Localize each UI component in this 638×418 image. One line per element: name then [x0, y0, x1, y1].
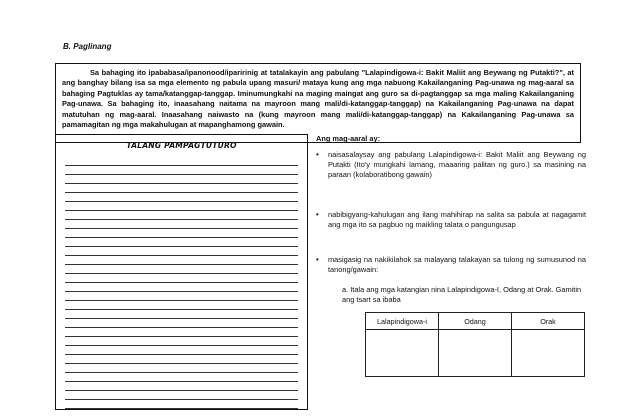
writing-line — [65, 292, 298, 301]
writing-lines — [65, 157, 298, 409]
writing-line — [65, 220, 298, 229]
writing-line — [65, 328, 298, 337]
writing-line — [65, 391, 298, 400]
teaching-notes-title: TALANG PAMPAGTUTURO — [126, 141, 237, 150]
writing-line — [65, 274, 298, 283]
intro-box — [55, 63, 581, 143]
chart-cell[interactable] — [366, 330, 439, 377]
writing-line — [65, 265, 298, 274]
bullet-icon: • — [316, 210, 319, 219]
writing-line — [65, 247, 298, 256]
teaching-notes-box — [55, 134, 308, 410]
section-title: B. Paglinang — [63, 42, 112, 51]
writing-line — [65, 319, 298, 328]
sub-item: a. Itala ang mga katangian nina Lalapindigowa-I, Odang at Orak. Gamitin ang tsart sa ibaba — [342, 285, 582, 304]
chart-header: Orak — [512, 313, 585, 330]
objective-item — [316, 150, 586, 180]
writing-line — [65, 193, 298, 202]
writing-line — [65, 157, 298, 166]
writing-line — [65, 202, 298, 211]
chart-cell[interactable] — [512, 330, 585, 377]
writing-line — [65, 238, 298, 247]
writing-line — [65, 382, 298, 391]
writing-line — [65, 283, 298, 292]
writing-line — [65, 184, 298, 193]
objective-text: nabibigyang-kahulugan ang ilang mahihirap na salita sa pabula at nagagamit ang mga ito sa pagbuo ng maikling talata o pangungusap — [328, 210, 586, 229]
writing-line — [65, 166, 298, 175]
writing-line — [65, 310, 298, 319]
chart-header: Odang — [439, 313, 512, 330]
objective-item — [316, 255, 586, 275]
writing-line — [65, 355, 298, 364]
writing-line — [65, 211, 298, 220]
objective-text: naisasalaysay ang pabulang Lalapindigowa-i: Bakit Maliit ang Beywang ng Putakti (Ito'y mungkahi lamang, maaaring palitan ng guro.) sa masining na paraan (kolaboratibong gawain) — [328, 150, 586, 179]
writing-line — [65, 337, 298, 346]
writing-line — [65, 373, 298, 382]
writing-line — [65, 364, 298, 373]
character-chart — [365, 312, 585, 377]
writing-line — [65, 256, 298, 265]
writing-line — [65, 229, 298, 238]
writing-line — [65, 346, 298, 355]
bullet-icon: • — [316, 150, 319, 159]
objectives-heading: Ang mag-aaral ay: — [316, 134, 381, 143]
intro-text: Sa bahaging ito ipababasa/ipanonood/iparirinig at tatalakayin ang pabulang "Lalapindigowa-i: Bakit Maliit ang Beywang ng Putakti?", at ang banghay bilang isa sa mga elemento ng pabula upang masuri/ mataya kung ang mga nabuong Kakailanganing Pag-unawa ng mag-aaral sa bahaging Pagtuklas ay tama/katanggap-tanggap. Iminumungkahi na maging maingat ang guro sa di-pagtanggap sa mga maling Kakailanganing Pag-unawa. Sa bahaging ito, inaasahang naitama na mayroon mang mali/di-katanggap-tanggap) na Kakailanganing Pag-unawa na dapat matutuhan ng mag-aaral. Inaasahang naiwasto na (kung mayroon mang mali/di-katanggap-tanggap) na Kakailanganing Pag-unawa sa pamamagitan ng mga makahulugan at mapanghamong gawain. — [62, 68, 574, 130]
writing-line — [65, 400, 298, 409]
chart-header: Lalapindigowa-i — [366, 313, 439, 330]
writing-line — [65, 175, 298, 184]
objective-item — [316, 210, 586, 230]
objective-text: masigasig na nakikilahok sa malayang talakayan sa tulong ng sumusunod na tanong/gawain: — [328, 255, 586, 274]
chart-cell[interactable] — [439, 330, 512, 377]
bullet-icon: • — [316, 255, 319, 264]
writing-line — [65, 301, 298, 310]
